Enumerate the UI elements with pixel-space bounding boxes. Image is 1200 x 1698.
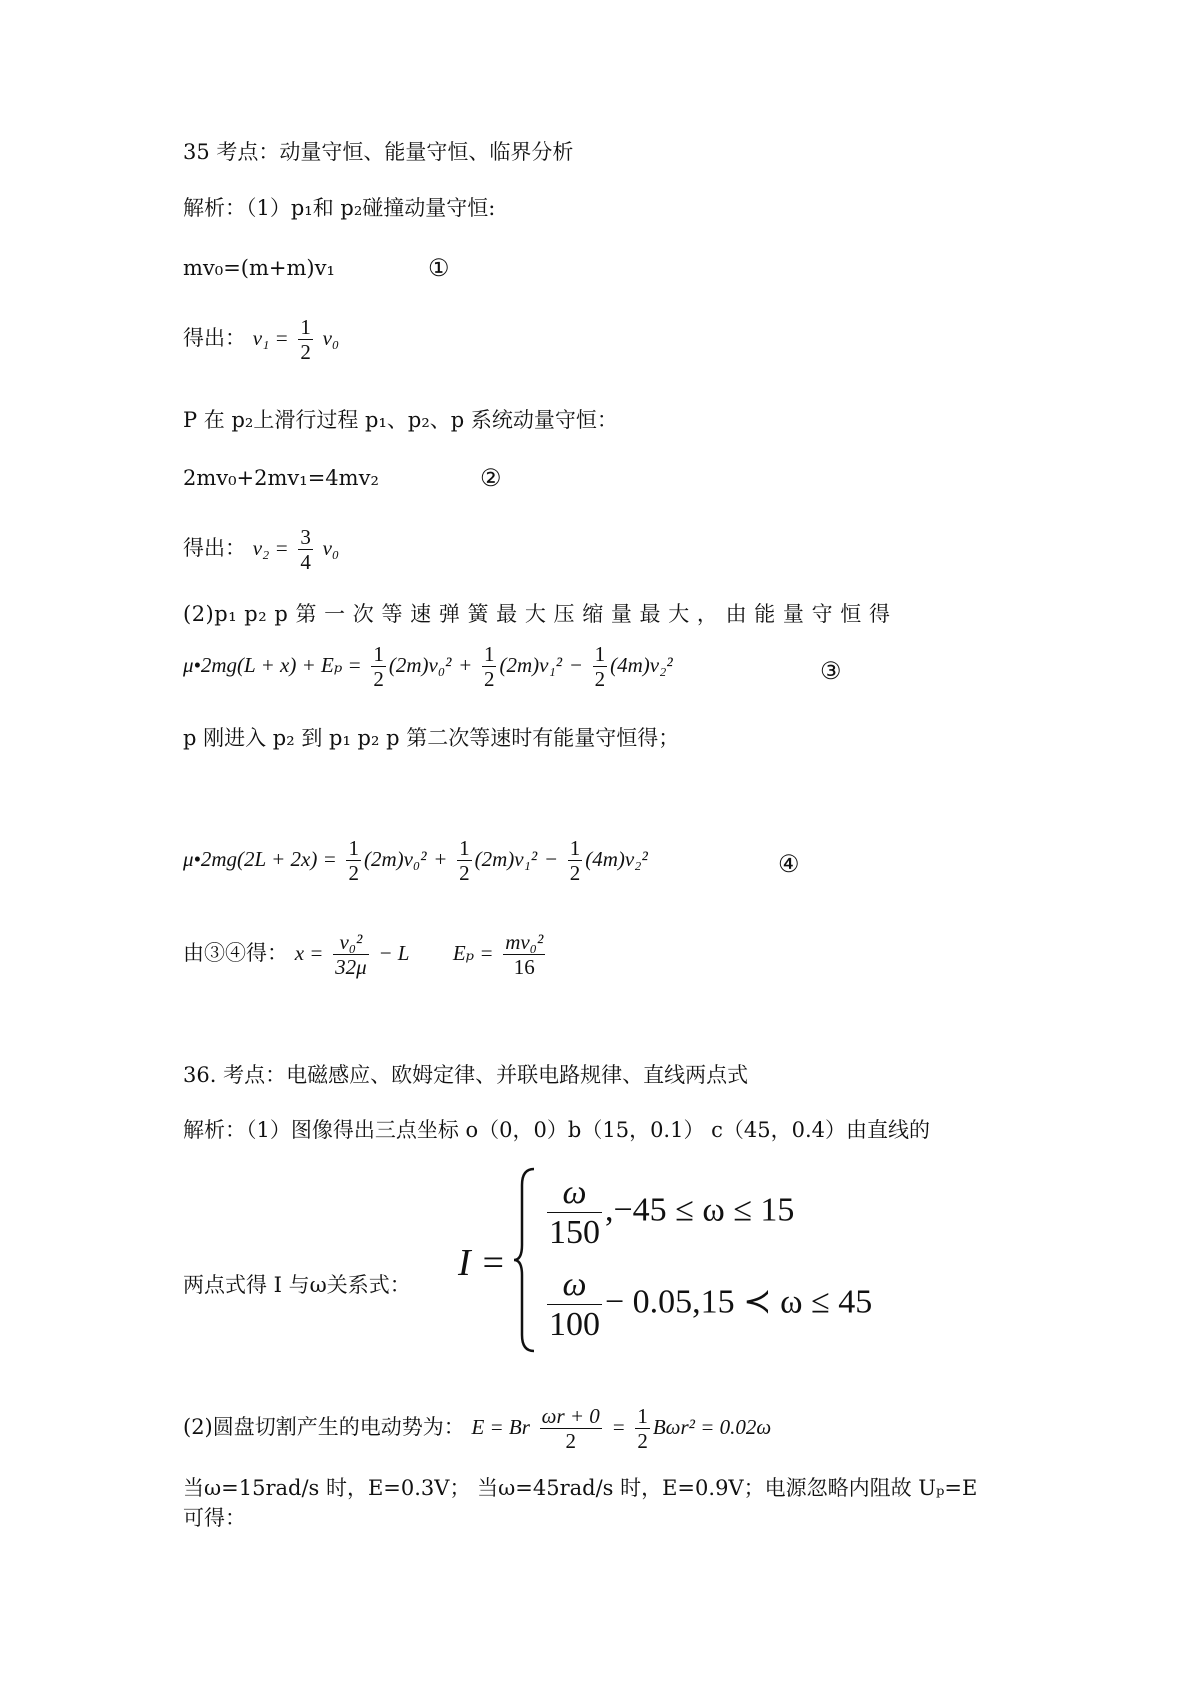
- half-num: 1: [483, 642, 495, 666]
- half-den: 2: [569, 861, 581, 886]
- piece1-fraction: [547, 1173, 602, 1252]
- I-label: I =: [458, 1242, 506, 1284]
- equation-1: mv₀=(m+m)v₁: [183, 256, 335, 280]
- piece1-num: ω: [547, 1173, 602, 1213]
- when-text: 当ω=15rad/s 时，E=0.3V； 当ω=45rad/s 时，E=0.9V；电源忽略内阻故 Uₚ=E: [183, 1476, 978, 1500]
- half-den: 2: [373, 667, 384, 692]
- emf-num: ωr + 0: [541, 1404, 600, 1428]
- half-num: 1: [594, 642, 606, 666]
- piece-1: [544, 1173, 794, 1252]
- piece1-den: 150: [549, 1214, 600, 1252]
- part1-intro: [183, 198, 495, 219]
- eq4-term-1: (2m)v₀²: [363, 847, 427, 872]
- piece2-den: 100: [549, 1306, 600, 1344]
- can-get-text: 可得：: [183, 1506, 246, 1530]
- part1-text: （1）p₁和 p₂碰撞动量守恒:: [246, 196, 496, 220]
- emf-rhs: Bωr² = 0.02ω: [652, 1415, 772, 1440]
- v2-lhs: v₂ =: [252, 536, 289, 561]
- emf-text: (2)圆盘切割产生的电动势为：: [183, 1415, 465, 1440]
- eq3-term-2: (2m)v₁²: [499, 653, 563, 678]
- emf-line: [183, 1404, 771, 1453]
- eq3-half-3: [593, 642, 608, 691]
- half-den: 2: [483, 667, 495, 692]
- equation-3: μ•2mg(L + x) + Eₚ = $\frac{1}{2}$ (2m)v₀² + $\frac{1}{2}$ (2m)v₁² − $\frac{1}{2}$ (4m)v₂²: [183, 642, 673, 692]
- analysis-label: 解析：: [183, 196, 246, 220]
- eq4-term-3: (4m)v₂²: [585, 847, 648, 872]
- from-34-label: 由③④得：: [183, 941, 288, 966]
- result-label: 得出：: [183, 536, 246, 561]
- eq4-half-1: [346, 836, 361, 885]
- half-num: 1: [459, 836, 470, 860]
- half-den: 2: [348, 861, 359, 886]
- analysis-36-line: 解析：（1）图像得出三点坐标 o（0，0）b（15，0.1） c（45，0.4）由直线的: [183, 1118, 931, 1142]
- piece2-condition: − 0.05,15 ≺ ω ≤ 45: [605, 1283, 873, 1321]
- equation-4: μ•2mg(2L + 2x) = $\frac{1}{2}$ (2m)v₀² + $\frac{1}{2}$ (2m)v₁² − $\frac{1}{2}$ (4m)v₂²: [183, 836, 648, 886]
- v1-numerator: 1: [300, 315, 311, 339]
- half-num: 1: [348, 836, 359, 860]
- two-point-text: 两点式得 I 与ω关系式：: [183, 1273, 411, 1297]
- eq3-term-3: (4m)v₂²: [610, 653, 673, 678]
- equation-mark-2: ②: [480, 464, 502, 492]
- x-numerator: v₀²: [333, 930, 369, 955]
- equation-2: 2mv₀+2mv₁=4mv₂: [183, 466, 379, 490]
- half-num: 1: [373, 642, 384, 666]
- result-label: 得出：: [183, 326, 246, 351]
- piece1-condition: ,−45 ≤ ω ≤ 15: [605, 1191, 795, 1229]
- section36-title: 36. 考点：电磁感应、欧姆定律、并联电路规律、直线两点式: [183, 1063, 749, 1087]
- half-num: 1: [569, 836, 581, 860]
- eq3-lhs: μ•2mg(L + x) + Eₚ =: [183, 653, 362, 678]
- piecewise-equation: [458, 1165, 878, 1355]
- ep-numerator: mv₀²: [505, 930, 544, 954]
- eq4-half-2: [457, 836, 472, 885]
- result-v1: [183, 315, 339, 364]
- eq3-half-2: [482, 642, 497, 691]
- p-enter-text: p 刚进入 p₂ 到 p₁ p₂ p 第二次等速时有能量守恒得；: [183, 726, 680, 750]
- x-denominator: 32μ: [335, 955, 367, 980]
- piece-2: [544, 1265, 872, 1344]
- emf-lhs: E = Br: [471, 1415, 530, 1440]
- emf-fraction: [540, 1404, 602, 1453]
- eq4-term-2: (2m)v₁²: [474, 847, 538, 872]
- part2-text: (2)p₁ p₂ p 第 一 次 等 速 弹 簧 最 大 压 缩 量 最 大 ， 由 能 量 守 恒 得: [183, 602, 891, 626]
- section35-title: 35 考点：动量守恒、能量守恒、临界分析: [183, 140, 574, 164]
- equation-mark-1: ①: [428, 254, 450, 282]
- ep-denominator: 16: [513, 955, 535, 980]
- x-rhs: − L: [378, 941, 410, 966]
- v1-lhs: v₁ =: [252, 326, 289, 351]
- v2-denominator: 4: [300, 550, 311, 575]
- emf-den: 2: [565, 1429, 576, 1454]
- eq4-half-3: [568, 836, 583, 885]
- x-fraction: [333, 930, 369, 979]
- emf-half: [635, 1404, 650, 1453]
- eq3-half-1: [371, 642, 386, 691]
- equation-mark-4: ④: [778, 850, 800, 878]
- ep-lhs: Eₚ =: [452, 941, 494, 966]
- piecewise-brace: [512, 1165, 542, 1355]
- piece2-fraction: [547, 1265, 602, 1344]
- ep-fraction: [503, 930, 545, 979]
- half-num: 1: [637, 1404, 648, 1428]
- equation-mark-3: ③: [820, 657, 842, 685]
- half-den: 2: [459, 861, 470, 886]
- eq3-term-1: (2m)v₀²: [388, 653, 452, 678]
- x-lhs: x =: [294, 941, 324, 966]
- v2-fraction: [298, 525, 313, 574]
- v2-numerator: 3: [300, 525, 311, 549]
- half-den: 2: [637, 1429, 648, 1454]
- piece2-num: ω: [547, 1265, 602, 1305]
- p-slide-text: P 在 p₂上滑行过程 p₁、p₂、p 系统动量守恒：: [183, 408, 618, 432]
- v1-fraction: [298, 315, 313, 364]
- result-x-ep: [183, 930, 548, 979]
- v1-rhs: v₀: [322, 326, 340, 351]
- half-den: 2: [594, 667, 606, 692]
- result-v2: [183, 525, 339, 574]
- eq4-lhs: μ•2mg(2L + 2x) =: [183, 847, 337, 872]
- v1-denominator: 2: [300, 340, 311, 365]
- emf-equals: =: [611, 1415, 626, 1440]
- v2-rhs: v₀: [322, 536, 340, 561]
